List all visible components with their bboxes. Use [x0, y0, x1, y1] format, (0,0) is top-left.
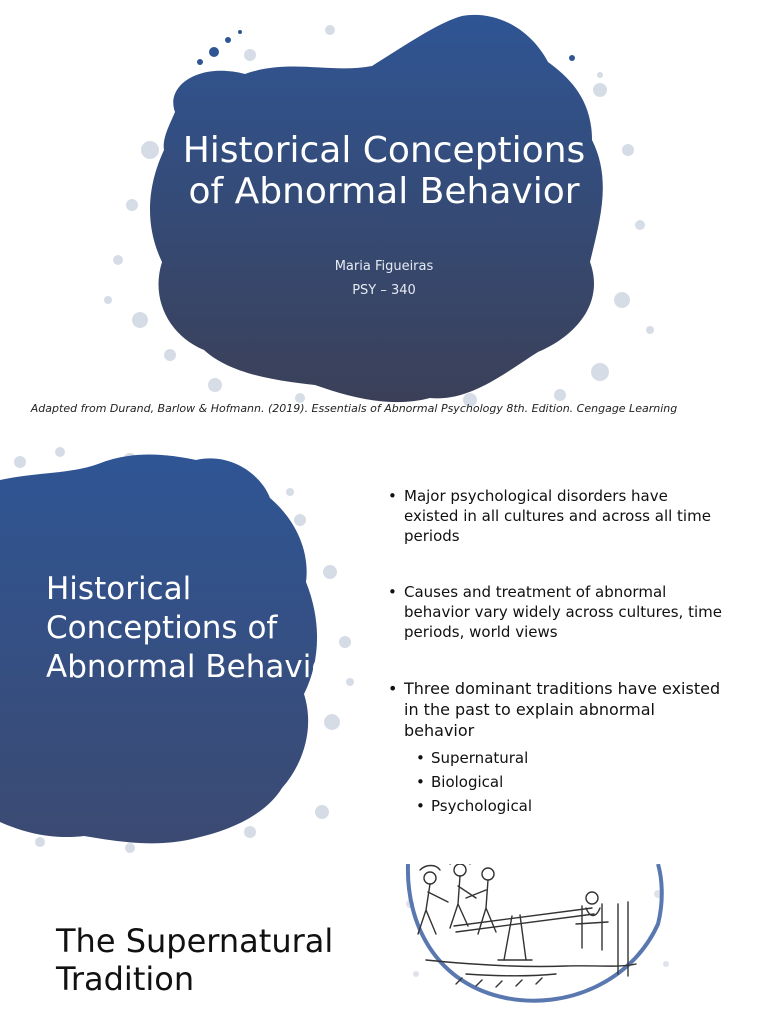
slide-title: Historical Conceptions of Abnormal Behavior	[182, 130, 586, 212]
source-credit: Adapted from Durand, Barlow & Hofmann. (2019). Essentials of Abnormal Psychology 8th. Edition. Cengage Learning	[30, 402, 678, 415]
sub-bullet-item: • Supernatural	[404, 746, 726, 770]
bullet-item: • Major psychological disorders have existed in all cultures and across all time periods	[386, 486, 726, 546]
overview-slide	[0, 432, 768, 864]
sub-bullet-item: • Psychological	[404, 794, 726, 818]
author-name: Maria Figueiras	[334, 259, 434, 274]
bullet-item: • Causes and treatment of abnormal behavior vary widely across cultures, time periods, world views	[386, 582, 726, 642]
bullet-item	[386, 678, 726, 818]
title-slide	[0, 0, 768, 432]
supernatural-slide	[0, 864, 768, 1024]
slide-title: The Supernatural Tradition	[56, 922, 334, 998]
bullet-list	[386, 486, 726, 818]
paint-splash-background	[0, 0, 768, 432]
sub-bullet-item: • Biological	[404, 770, 726, 794]
slide-title: Historical Conceptions of Abnormal Behavior	[46, 571, 344, 685]
bullet-text: Three dominant traditions have existed in the past to explain abnormal behavior	[404, 679, 721, 740]
historical-illustration	[396, 864, 676, 1024]
course-code: PSY – 340	[352, 283, 416, 298]
sub-bullet-list	[404, 746, 726, 818]
